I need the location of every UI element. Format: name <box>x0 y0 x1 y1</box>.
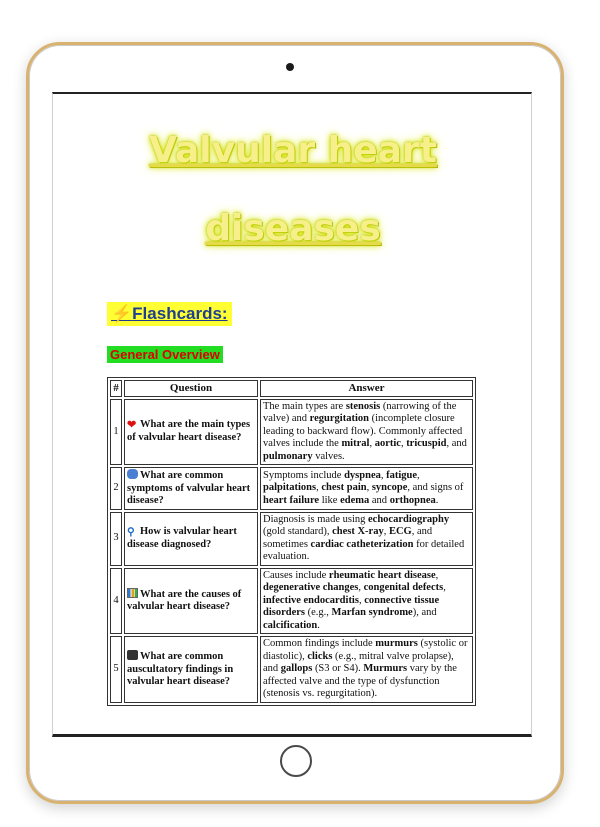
answer-text: (gold standard), <box>263 526 333 537</box>
question-text: How is valvular heart disease diagnosed? <box>127 526 237 550</box>
answer-text: ), and <box>412 607 437 618</box>
answer-text: , <box>380 469 387 481</box>
answer-keyword: degenerative changes <box>263 582 359 593</box>
pill-icon <box>127 469 138 479</box>
answer-keyword: palpitations <box>263 482 317 493</box>
answer-keyword: echocardiography <box>368 513 450 525</box>
answer-keyword: rheumatic heart disease <box>328 569 436 581</box>
answer-keyword: mitral <box>341 438 370 449</box>
home-button[interactable] <box>280 745 312 777</box>
title-line-2: diseases <box>205 208 381 249</box>
row-number: 4 <box>110 568 122 635</box>
page-title <box>83 112 503 268</box>
answer-keyword: chest pain <box>321 482 367 493</box>
answer-text: (systolic or diastolic), <box>263 638 468 662</box>
table-row <box>110 512 473 566</box>
answer-text: . <box>435 494 439 506</box>
answer-text: like <box>319 494 341 506</box>
row-answer <box>260 568 473 635</box>
answer-text: The main types are <box>263 400 346 412</box>
answer-keyword: syncope <box>371 482 408 493</box>
answer-text: , and <box>446 438 467 449</box>
answer-text: , <box>443 582 446 593</box>
question-text: What are common symptoms of valvular heart disease? <box>127 470 251 506</box>
answer-keyword: stenosis <box>345 400 381 412</box>
answer-text: , <box>400 438 407 449</box>
row-answer <box>260 399 473 466</box>
answer-text: (S3 or S4). <box>312 663 364 674</box>
answer-keyword: connective tissue disorders <box>263 594 440 618</box>
answer-keyword: fatigue <box>386 469 418 481</box>
question-text: What are common auscultatory findings in valvular heart disease? <box>127 651 234 687</box>
question-text: What are the causes of valvular heart disease? <box>127 588 242 613</box>
flashcards-table <box>107 377 476 706</box>
answer-keyword: chest X-ray <box>332 526 384 537</box>
answer-keyword: gallops <box>280 663 313 674</box>
answer-keyword: Murmurs <box>363 663 408 674</box>
answer-text: (e.g., <box>305 607 332 618</box>
row-answer <box>260 467 473 510</box>
row-question <box>124 568 258 635</box>
row-answer <box>260 512 473 566</box>
table-row <box>110 467 473 510</box>
stethoscope-icon <box>127 650 138 660</box>
answer-text: valves. <box>312 450 345 462</box>
answer-text: , and sometimes <box>263 526 433 550</box>
answer-text: Diagnosis is made using <box>263 513 368 525</box>
row-answer <box>260 636 473 703</box>
answer-text: , <box>417 469 420 481</box>
header-question: Question <box>124 380 258 397</box>
magnifier-icon: ⚲ <box>127 527 135 538</box>
answer-keyword: ECG <box>388 526 412 537</box>
header-answer: Answer <box>260 380 473 397</box>
row-question <box>124 467 258 510</box>
answer-text: , <box>316 482 322 493</box>
answer-text: , <box>366 482 372 493</box>
answer-keyword: dyspnea <box>344 469 381 481</box>
camera-icon <box>286 63 294 71</box>
question-text: What are the main types of valvular heart disease? <box>127 419 251 443</box>
answer-text: . <box>317 619 320 631</box>
row-number: 5 <box>110 636 122 703</box>
table-row <box>110 399 473 466</box>
answer-keyword: heart failure <box>263 494 320 506</box>
answer-keyword: edema <box>340 494 370 506</box>
heart-icon: ❤ <box>127 419 137 432</box>
title-line-1: Valvular heart <box>149 130 437 171</box>
answer-text: , <box>383 526 389 537</box>
answer-text: and <box>369 494 390 506</box>
answer-text: , <box>369 438 375 449</box>
answer-text: Common findings include <box>263 638 376 649</box>
answer-text: vary by the affected valve and the type of dysfunction (stenosis vs. regurgitation). <box>263 663 457 699</box>
table-row <box>110 636 473 703</box>
answer-keyword: aortic <box>374 438 401 449</box>
answer-text: (narrowing of the valve) and <box>263 400 457 424</box>
answer-text: (incomplete closure leading to backward flow). Commonly affected valves include the <box>263 413 463 449</box>
row-question <box>124 636 258 703</box>
row-question <box>124 399 258 466</box>
answer-text: , <box>358 594 365 606</box>
answer-text: , <box>435 569 439 581</box>
answer-text: for detailed evaluation. <box>263 538 465 562</box>
answer-keyword: cardiac catheterization <box>310 538 414 550</box>
header-num: # <box>110 380 122 397</box>
answer-keyword: congenital defects <box>363 582 444 593</box>
row-number: 3 <box>110 512 122 566</box>
answer-keyword: regurgitation <box>309 413 369 424</box>
answer-keyword: Marfan syndrome <box>331 607 413 618</box>
row-number: 2 <box>110 467 122 510</box>
document-screen <box>52 92 532 737</box>
answer-keyword: tricuspid <box>406 438 447 449</box>
row-question <box>124 512 258 566</box>
table-row <box>110 568 473 635</box>
answer-text: , <box>358 582 364 593</box>
row-number: 1 <box>110 399 122 466</box>
lightning-icon: ⚡ <box>111 304 133 323</box>
flashcards-heading <box>107 302 232 326</box>
bar-chart-icon <box>127 588 138 598</box>
flashcards-label: Flashcards: <box>132 304 228 323</box>
answer-keyword: infective endocarditis <box>263 594 359 606</box>
answer-text: Symptoms include <box>263 469 345 481</box>
answer-text: , and signs of <box>407 482 464 493</box>
answer-keyword: pulmonary <box>263 450 313 462</box>
answer-keyword: murmurs <box>375 638 418 649</box>
section-heading: General Overview <box>107 346 223 363</box>
answer-text: (e.g., mitral valve prolapse), and <box>263 650 454 674</box>
answer-keyword: orthopnea <box>389 494 436 506</box>
answer-text: Causes include <box>263 569 329 581</box>
table-header-row <box>110 380 473 397</box>
answer-keyword: clicks <box>307 650 333 662</box>
answer-keyword: calcification <box>263 619 318 631</box>
